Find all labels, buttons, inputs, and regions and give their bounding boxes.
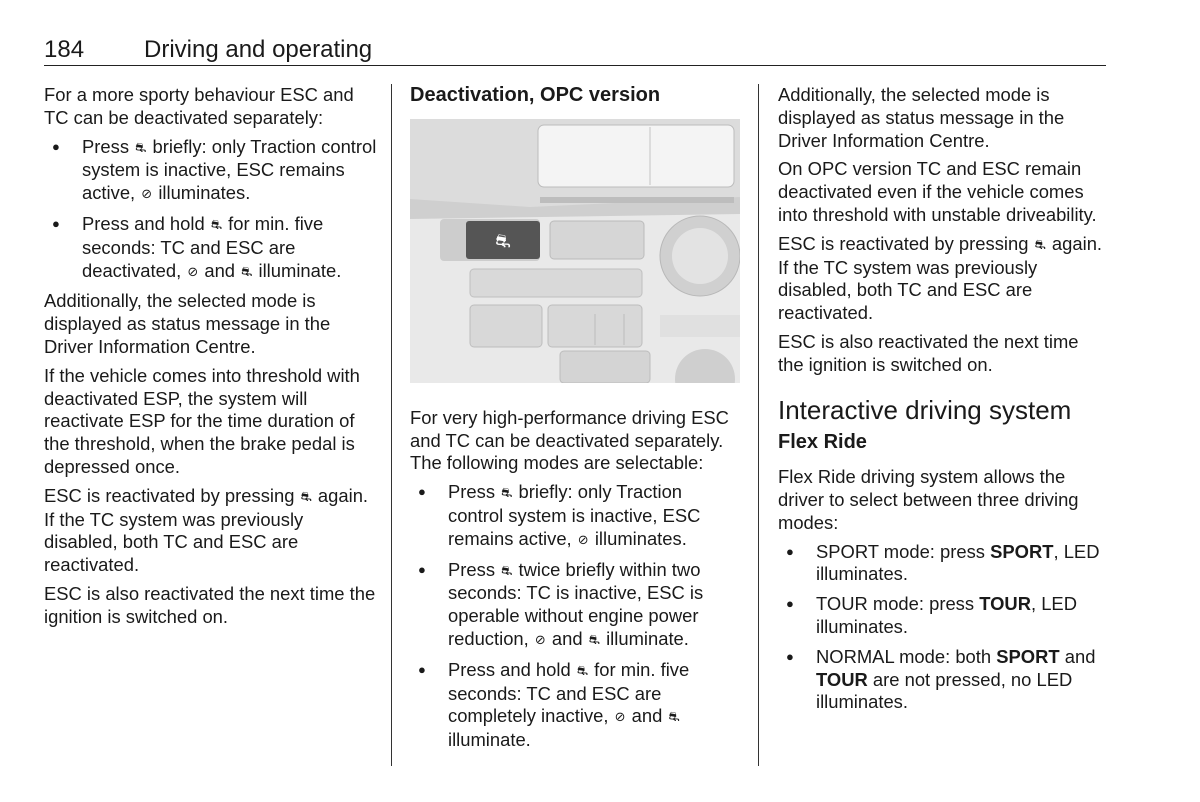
bullet-list bbox=[410, 481, 740, 752]
list-item: ● NORMAL mode: both SPORT and TOUR are not pressed, no LED illuminates. bbox=[778, 646, 1108, 714]
esc-button-icon: ⛐ bbox=[210, 216, 223, 232]
list-item: ● Press ⛐ twice briefly within two seconds: TC is inactive, ESC is operable without engine power reduction, ⊘ and ⛐ illuminate. bbox=[410, 559, 740, 652]
esc-button-icon: ⛐ bbox=[576, 662, 589, 678]
list-item: ● Press and hold ⛐ for min. five seconds: TC and ESC are deactivated, ⊘ and ⛐ illuminate. bbox=[44, 213, 377, 283]
svg-text:⛐: ⛐ bbox=[495, 230, 511, 252]
paragraph: If the vehicle comes into threshold with deactivated ESP, the system will reactivate ESP for the time duration of the threshold, when the brake pedal is depressed once. bbox=[44, 364, 360, 477]
tc-off-icon: ⊘ bbox=[187, 263, 199, 279]
column-left bbox=[44, 84, 377, 635]
list-item: ● SPORT mode: press SPORT, LED illuminates. bbox=[778, 541, 1108, 587]
esc-off-icon: ⛐ bbox=[588, 631, 600, 647]
column-divider bbox=[758, 84, 759, 766]
paragraph: Additionally, the selected mode is displayed as status message in the Driver Information Centre. bbox=[778, 84, 1065, 151]
esc-button-icon: ⛐ bbox=[501, 485, 513, 501]
paragraph: On OPC version TC and ESC remain deactivated even if the vehicle comes into threshold with unstable driveability. bbox=[778, 158, 1097, 225]
column-divider bbox=[391, 84, 392, 766]
paragraph: ESC is reactivated by pressing ⛐ again. If the TC system was previously disabled, both TC and ESC are reactivated. bbox=[44, 484, 369, 576]
paragraph: ESC is also reactivated the next time the ignition is switched on. bbox=[44, 582, 376, 627]
tc-off-icon: ⊘ bbox=[534, 631, 546, 647]
esc-off-icon: ⛐ bbox=[241, 263, 253, 279]
paragraph: Additionally, the selected mode is displayed as status message in the Driver Information Centre. bbox=[44, 290, 331, 357]
paragraph: ESC is also reactivated the next time the ignition is switched on. bbox=[778, 330, 1079, 375]
tc-off-icon: ⊘ bbox=[141, 186, 153, 202]
bullet-list bbox=[44, 136, 377, 284]
section-heading: Deactivation, OPC version bbox=[410, 84, 661, 106]
column-middle bbox=[410, 84, 740, 759]
tc-off-icon: ⊘ bbox=[577, 531, 589, 547]
esc-button-icon: ⛐ bbox=[1034, 236, 1046, 252]
bullet-list bbox=[778, 541, 1108, 715]
esc-button-icon: ⛐ bbox=[300, 488, 312, 504]
esc-button-icon: ⛐ bbox=[135, 139, 147, 155]
column-right bbox=[778, 84, 1108, 721]
page-number: 184 bbox=[44, 36, 85, 63]
esc-off-icon: ⛐ bbox=[668, 709, 680, 725]
esc-button-icon: ⛐ bbox=[501, 562, 513, 578]
list-item: ● Press and hold ⛐ for min. five seconds: TC and ESC are completely inactive, ⊘ and ⛐ illuminate. bbox=[410, 659, 740, 752]
list-item: ● Press ⛐ briefly: only Traction control system is inactive, ESC remains active, ⊘ illuminates. bbox=[410, 481, 740, 551]
list-item: ● Press ⛐ briefly: only Traction control system is inactive, ESC remains active, ⊘ illuminates. bbox=[44, 136, 377, 206]
page-header bbox=[44, 34, 1106, 66]
tc-off-icon: ⊘ bbox=[614, 709, 626, 725]
subsection-title: Flex Ride bbox=[778, 431, 867, 454]
paragraph: For very high-performance driving ESC and TC can be deactivated separately. The following modes are selectable: bbox=[410, 406, 729, 474]
paragraph: For a more sporty behaviour ESC and TC can be deactivated separately: bbox=[44, 84, 354, 128]
list-item: ● TOUR mode: press TOUR, LED illuminates. bbox=[778, 593, 1108, 639]
paragraph: ESC is reactivated by pressing ⛐ again. If the TC system was previously disabled, both TC and ESC are reactivated. bbox=[778, 232, 1103, 324]
chapter-title: Driving and operating bbox=[144, 36, 373, 63]
section-title: Interactive driving system bbox=[778, 394, 1072, 425]
console-photo bbox=[410, 119, 740, 383]
paragraph: Flex Ride driving system allows the driver to select between three driving modes: bbox=[778, 466, 1079, 533]
